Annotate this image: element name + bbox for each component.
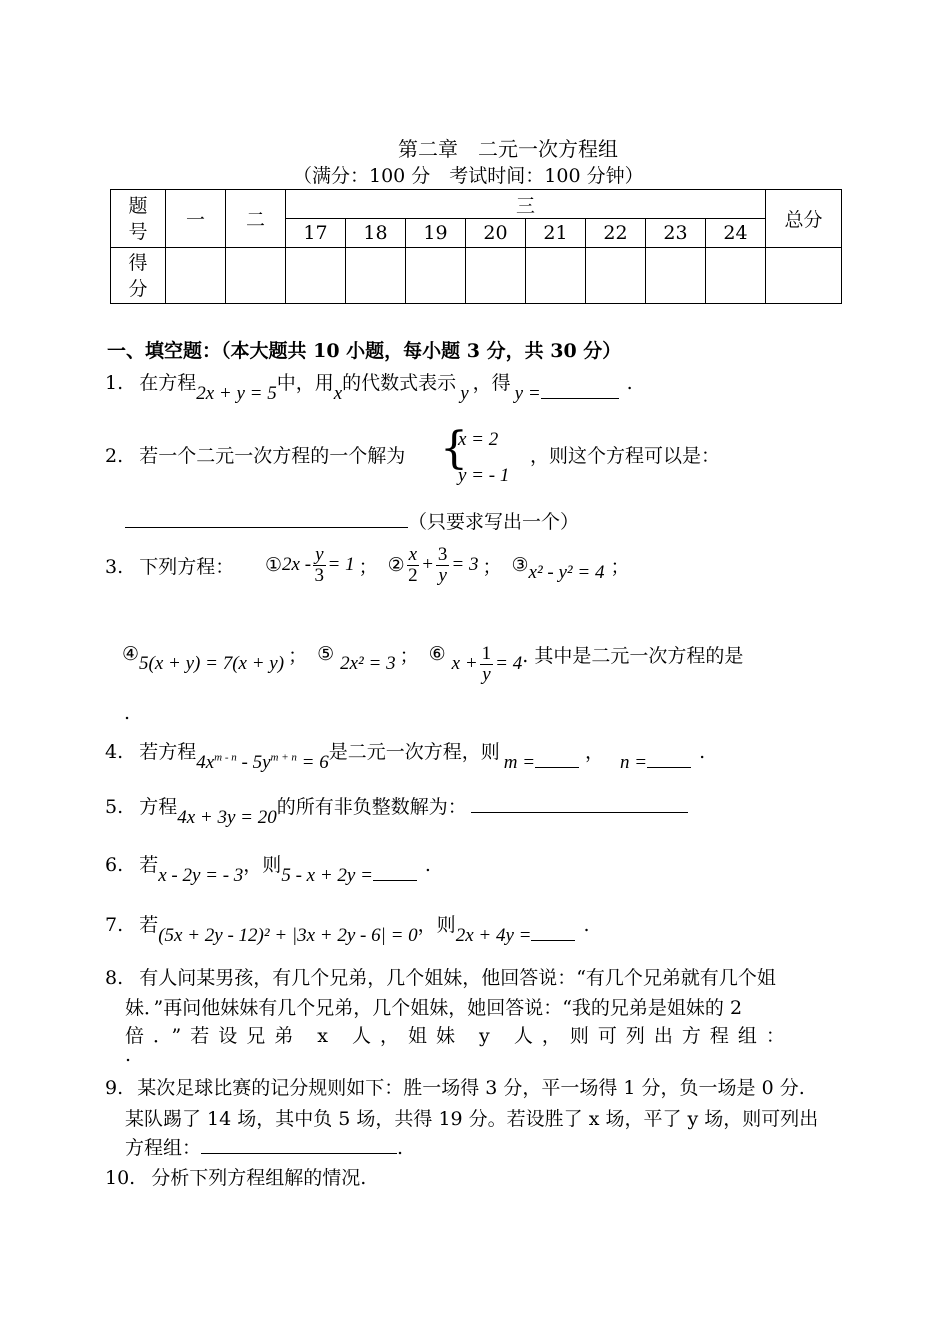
- score-cell[interactable]: [646, 248, 706, 304]
- q1-end: .: [626, 372, 633, 394]
- answer-blank[interactable]: [647, 749, 691, 768]
- question-10: [105, 1163, 366, 1190]
- section1-header: 一: [166, 190, 226, 248]
- q9-text-line: 某队踢了 14 场，其中负 5 场，共得 19 分。若设胜了 x 场，平了 y 场，则可列出: [125, 1108, 819, 1130]
- q1-var: y: [460, 383, 469, 404]
- q8-end: .: [125, 1044, 132, 1066]
- question-number: 8.: [105, 967, 124, 989]
- section2-header: 二: [226, 190, 286, 248]
- circle-number: ④: [122, 643, 140, 666]
- question-number: 2.: [105, 445, 124, 467]
- question-number: 1.: [105, 372, 124, 394]
- q3-text: 下列方程：: [139, 556, 235, 578]
- score-cell[interactable]: [346, 248, 406, 304]
- score-cell[interactable]: [226, 248, 286, 304]
- answer-blank[interactable]: [531, 922, 575, 941]
- q4-equation: $4x^{m - n} - 5y^{m + n} = 6$: [196, 751, 329, 773]
- separator: ；: [358, 555, 378, 578]
- answer-blank[interactable]: [535, 749, 579, 768]
- q1-answer-prefix: y =: [514, 383, 541, 404]
- q3-eq2-fraction: [436, 545, 450, 586]
- q18-header: 18: [346, 219, 406, 248]
- row-header-score: 得分: [111, 248, 166, 304]
- q4-m: m =: [503, 752, 536, 773]
- numerator: 1: [481, 643, 492, 664]
- q3-eq6-part: = 4: [495, 653, 523, 675]
- question-4: [105, 737, 706, 773]
- q8-text-line: 有人问某男孩，有几个兄弟，几个姐妹，他回答说：“有几个兄弟就有几个姐: [139, 967, 776, 989]
- numerator: y: [315, 544, 324, 565]
- question-8: [105, 963, 776, 990]
- circle-number: ⑤: [317, 643, 335, 666]
- question-9: [105, 1073, 805, 1100]
- score-cell[interactable]: [166, 248, 226, 304]
- q7-end: .: [583, 914, 590, 936]
- score-cell[interactable]: [406, 248, 466, 304]
- q4-text: 是二元一次方程，则: [328, 741, 500, 763]
- q6-equation: x - 2y = - 3: [158, 865, 244, 886]
- q3-eq6-part: x +: [451, 653, 478, 675]
- question-number: 5.: [105, 796, 124, 818]
- row-header-question-no: 题号: [111, 190, 166, 248]
- q1-text: 的代数式表示: [342, 372, 457, 394]
- q4-text: 若方程: [139, 741, 197, 763]
- score-cell[interactable]: [706, 248, 766, 304]
- answer-blank[interactable]: [471, 794, 688, 813]
- q1-text: ，得: [472, 372, 511, 394]
- denominator: y: [482, 663, 491, 685]
- q2-note: （只要求写出一个）: [408, 511, 580, 533]
- q2-answer-line: [125, 507, 579, 534]
- q7-text: ，则: [417, 914, 456, 936]
- total-header: 总分: [766, 190, 842, 248]
- separator: ；: [610, 555, 630, 578]
- q5-text: 的所有非负整数解为：: [276, 796, 467, 818]
- page-title: 第二章 二元一次方程组: [398, 137, 618, 161]
- score-cell[interactable]: [526, 248, 586, 304]
- q23-header: 23: [646, 219, 706, 248]
- score-cell[interactable]: [586, 248, 646, 304]
- circle-number: ③: [511, 554, 529, 577]
- q17-header: 17: [286, 219, 346, 248]
- q10-text: 分析下列方程组解的情况.: [151, 1167, 367, 1189]
- q6-text: 若: [139, 854, 159, 876]
- question-number: 9.: [105, 1077, 124, 1099]
- numerator: 3: [437, 544, 448, 565]
- q2-text: ，则这个方程可以是：: [530, 445, 721, 467]
- q3-eq6-fraction: [480, 644, 494, 685]
- q5-text: 方程: [139, 796, 178, 818]
- question-number: 7.: [105, 914, 124, 936]
- q3-eq2-part: +: [421, 554, 434, 576]
- q3-eq1-part: = 1: [327, 554, 355, 576]
- section-heading: 一、填空题：（本大题共 10 小题，每小题 3 分，共 30 分）: [107, 340, 622, 362]
- q21-header: 21: [526, 219, 586, 248]
- q22-header: 22: [586, 219, 646, 248]
- circle-number: ①: [265, 554, 283, 577]
- q1-text: 在方程: [139, 372, 197, 394]
- q9-text-line: 某次足球比赛的记分规则如下：胜一场得 3 分，平一场得 1 分，负一场是 0 分.: [137, 1077, 805, 1099]
- q9-end: .: [397, 1137, 404, 1159]
- page-subtitle: （满分：100 分 考试时间：100 分钟）: [293, 165, 644, 187]
- question-6: [105, 850, 431, 886]
- question-1: [105, 368, 633, 404]
- q1-equation: 2x + y = 5: [196, 383, 277, 404]
- numerator: x: [408, 544, 418, 565]
- q8-text-line: 倍．”若设兄弟 x 人，姐妹 y 人，则可列出方程组：: [125, 1025, 794, 1047]
- q8-text-line: 妹．”再问他妹妹有几个兄弟，几个姐妹，她回答说：“我的兄弟是姐妹的 2: [125, 997, 743, 1019]
- answer-blank[interactable]: [373, 862, 417, 881]
- question-number: 3.: [105, 556, 124, 578]
- separator: ；: [399, 644, 419, 667]
- q6-text: ，则: [243, 854, 282, 876]
- q19-header: 19: [406, 219, 466, 248]
- q4-end: .: [699, 741, 706, 763]
- q3-end: .: [124, 702, 131, 724]
- q3-eq1-part: 2x -: [282, 554, 312, 576]
- q3-eq1-fraction: [313, 545, 325, 586]
- q3-eq5: 2x² = 3: [340, 653, 396, 675]
- q20-header: 20: [466, 219, 526, 248]
- denominator: 3: [314, 564, 325, 586]
- q5-equation: 4x + 3y = 20: [177, 807, 277, 828]
- q3-eq3: x² - y² = 4: [528, 562, 605, 584]
- score-cell[interactable]: [286, 248, 346, 304]
- score-cell[interactable]: [766, 248, 842, 304]
- circle-number: ⑥: [428, 643, 446, 666]
- q3-text: . 其中是二元一次方程的是: [522, 644, 744, 667]
- q7-expression: 2x + 4y =: [455, 925, 532, 946]
- separator: ；: [482, 555, 502, 578]
- answer-blank[interactable]: [541, 380, 619, 399]
- question-number: 10.: [105, 1167, 136, 1189]
- answer-blank[interactable]: [201, 1135, 397, 1154]
- q7-equation: (5x + 2y - 12)² + |3x + 2y - 6| = 0: [158, 925, 418, 946]
- q6-end: .: [424, 854, 431, 876]
- separator: ；: [288, 644, 308, 667]
- question-number: 6.: [105, 854, 124, 876]
- q3-equations-row1: [265, 545, 629, 586]
- denominator: y: [438, 564, 447, 586]
- q2-text: 若一个二元一次方程的一个解为: [139, 445, 406, 467]
- brace-icon: {: [440, 423, 468, 474]
- q4-n: n =: [620, 752, 648, 773]
- q3-equations-row2: [122, 634, 744, 685]
- answer-blank[interactable]: [125, 509, 408, 528]
- q6-expression: 5 - x + 2y =: [281, 865, 373, 886]
- question-number: 4.: [105, 741, 124, 763]
- question-2: [105, 441, 405, 468]
- score-cell[interactable]: [466, 248, 526, 304]
- q7-text: 若: [139, 914, 159, 936]
- section3-header: 三: [286, 190, 766, 219]
- q2-solution-y: y = - 1: [458, 465, 510, 486]
- q2-solution-x: x = 2: [458, 429, 499, 450]
- q3-label: [105, 552, 234, 579]
- q1-var: x: [333, 383, 343, 404]
- q9-text-line: 方程组：: [125, 1137, 202, 1159]
- q3-eq2-fraction: [407, 545, 419, 586]
- q3-eq2-part: = 3: [451, 554, 479, 576]
- question-7: [105, 910, 590, 946]
- q4-comma: ，: [585, 741, 605, 763]
- q24-header: 24: [706, 219, 766, 248]
- circle-number: ②: [387, 554, 405, 577]
- q3-eq4: 5(x + y) = 7(x + y): [139, 653, 285, 675]
- score-table: [110, 189, 842, 304]
- question-5: [105, 792, 688, 828]
- q1-text: 中，用: [276, 372, 334, 394]
- q9-answer-line: [125, 1133, 403, 1160]
- denominator: 2: [408, 564, 418, 586]
